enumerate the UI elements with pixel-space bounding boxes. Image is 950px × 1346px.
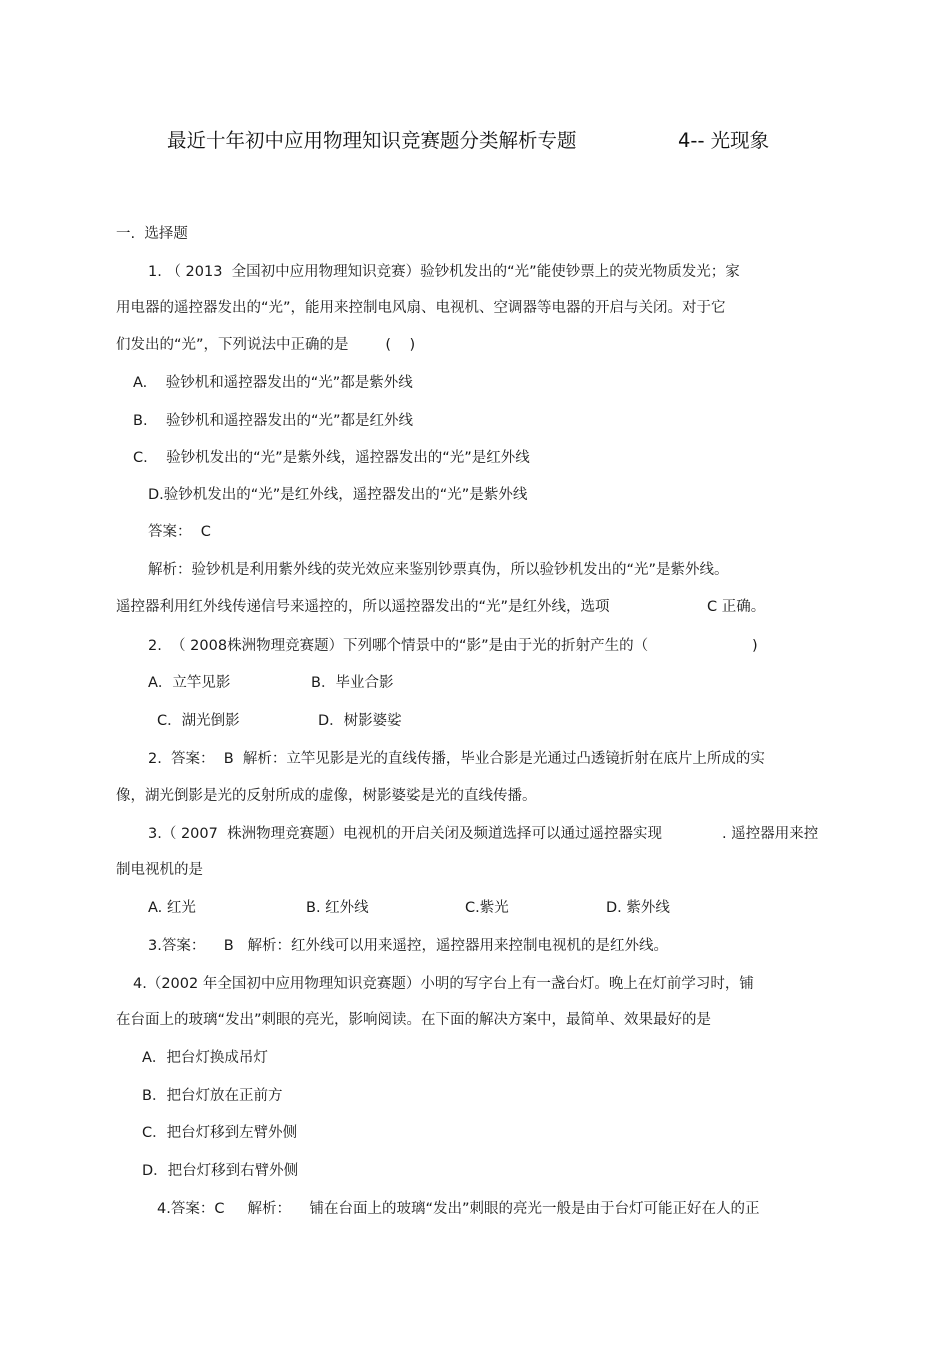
q1-analysis-line-2-end: C 正确。 — [707, 599, 766, 615]
q1-option-b: B. 验钞机和遥控器发出的“光”都是红外线 — [133, 413, 414, 429]
q4-option-c: C．把台灯移到左臂外侧 — [142, 1125, 298, 1141]
q3-stem-line-2: 制电视机的是 — [116, 862, 203, 878]
q3-option-b: B. 红外线 — [306, 900, 369, 916]
q3-analysis: 3.答案： B 解析：红外线可以用来遥控，遥控器用来控制电视机的是红外线。 — [148, 938, 669, 954]
q4-option-d: D．把台灯移到右臂外侧 — [142, 1163, 299, 1179]
q4-stem-line-1: 4.（2002 年全国初中应用物理知识竞赛题）小明的写字台上有一盏台灯。晚上在灯前学习时，铺 — [133, 976, 754, 992]
q1-stem-line-2: 用电器的遥控器发出的“光”，能用来控制电风扇、电视机、空调器等电器的开启与关闭。对于它 — [116, 300, 726, 316]
q2-stem: 2. （ 2008株洲物理竞赛题）下列哪个情景中的“影”是由于光的折射产生的（ — [148, 638, 649, 654]
q3-option-c: C.紫光 — [465, 900, 509, 916]
q3-stem-line-1: 3.（ 2007 株洲物理竞赛题）电视机的开启关闭及频道选择可以通过遥控器实现 — [148, 826, 663, 842]
q3-stem-line-1-end: . 遥控器用来控 — [722, 826, 819, 842]
section-heading: 一. 选择题 — [116, 226, 188, 242]
q4-stem-line-2: 在台面上的玻璃“发出”刺眼的亮光，影响阅读。在下面的解决方案中，最简单、效果最好的是 — [116, 1012, 712, 1028]
page-title-topic: 4-- 光现象 — [678, 129, 770, 152]
q2-option-a: A．立竿见影 — [148, 675, 231, 691]
q3-option-d: D. 紫外线 — [606, 900, 670, 916]
q1-analysis-line-1: 解析：验钞机是利用紫外线的荧光效应来鉴别钞票真伪，所以验钞机发出的“光”是紫外线。 — [148, 562, 729, 578]
q1-answer: 答案： C — [148, 524, 211, 540]
page-title: 最近十年初中应用物理知识竞赛题分类解析专题 — [167, 129, 577, 152]
q1-analysis-line-2: 遥控器利用红外线传递信号来遥控的，所以遥控器发出的“光”是红外线，选项 — [116, 599, 610, 615]
q2-analysis-line-2: 像，湖光倒影是光的反射所成的虚像，树影婆娑是光的直线传播。 — [116, 788, 537, 804]
q3-option-a: A. 红光 — [148, 900, 196, 916]
q1-stem-line-1: 1. （ 2013 全国初中应用物理知识竞赛）验钞机发出的“光”能使钞票上的荧光物质发光；家 — [148, 264, 740, 280]
q2-stem-paren-close: ) — [752, 638, 758, 654]
q1-stem-line-3: 们发出的“光”，下列说法中正确的是 ( ) — [116, 337, 416, 353]
q4-option-a: A．把台灯换成吊灯 — [142, 1050, 268, 1066]
q1-option-a: A. 验钞机和遥控器发出的“光”都是紫外线 — [133, 375, 413, 391]
q2-option-d: D．树影婆娑 — [318, 713, 402, 729]
q1-option-d: D.验钞机发出的“光”是红外线，遥控器发出的“光”是紫外线 — [148, 487, 528, 503]
q1-option-c: C. 验钞机发出的“光”是紫外线，遥控器发出的“光”是红外线 — [133, 450, 530, 466]
q4-analysis: 4.答案：C 解析： 铺在台面上的玻璃“发出”刺眼的亮光一般是由于台灯可能正好在人的正 — [157, 1201, 760, 1217]
q4-option-b: B．把台灯放在正前方 — [142, 1088, 283, 1104]
q2-analysis-line-1: 2. 答案： B 解析：立竿见影是光的直线传播，毕业合影是光通过凸透镜折射在底片上所成的实 — [148, 751, 765, 767]
q2-option-c: C．湖光倒影 — [157, 713, 240, 729]
q2-option-b: B．毕业合影 — [311, 675, 394, 691]
